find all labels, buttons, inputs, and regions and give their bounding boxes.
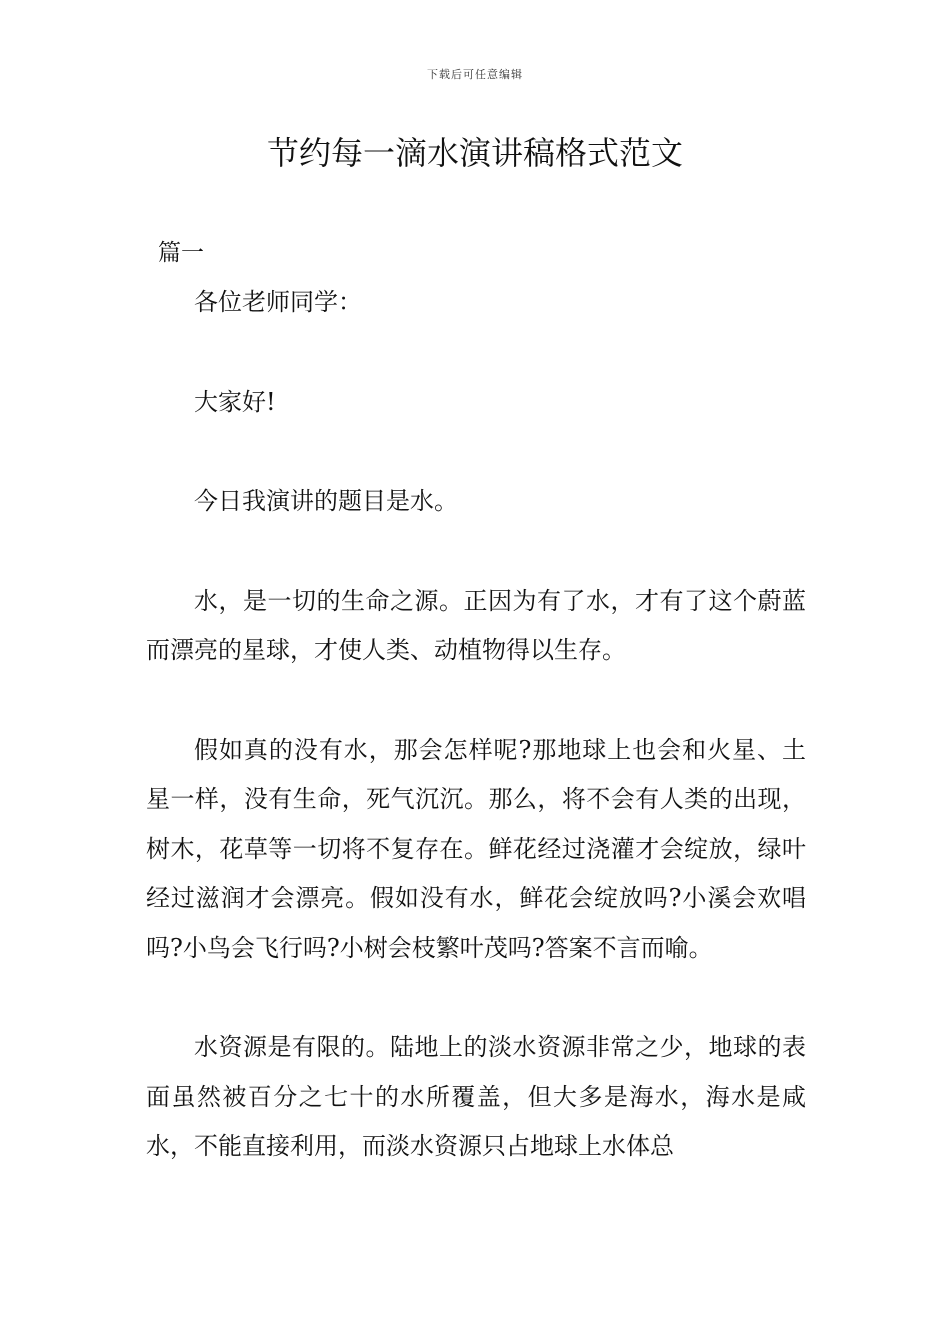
paragraph-no-water: 假如真的没有水，那会怎样呢?那地球上也会和火星、土星一样，没有生命，死气沉沉。那么，将不会有人类的出现，树木，花草等一切将不复存在。鲜花经过浇灌才会绽放，绿叶经过滋润才会漂亮。假如没有水，鲜花会绽放吗?小溪会欢唱吗?小鸟会飞行吗?小树会枝繁叶茂吗?答案不言而喻。 xyxy=(146,735,806,962)
paragraph-hello: 大家好! xyxy=(194,387,276,416)
header-note: 下载后可任意编辑 xyxy=(427,68,523,81)
paragraph-topic: 今日我演讲的题目是水。 xyxy=(194,487,458,515)
paragraph-greeting: 各位老师同学： xyxy=(194,288,362,316)
document-title: 节约每一滴水演讲稿格式范文 xyxy=(266,134,683,172)
paragraph-limited-resource: 水资源是有限的。陆地上的淡水资源非常之少，地球的表面虽然被百分之七十的水所覆盖，但大多是海水，海水是咸水，不能直接利用，而淡水资源只占地球上水体总 xyxy=(146,1033,806,1160)
section-label: 篇一 xyxy=(158,240,204,266)
document-body xyxy=(146,278,806,1222)
paragraph-water-source: 水，是一切的生命之源。正因为有了水，才有了这个蔚蓝而漂亮的星球，才使人类、动植物得以生存。 xyxy=(146,586,806,664)
